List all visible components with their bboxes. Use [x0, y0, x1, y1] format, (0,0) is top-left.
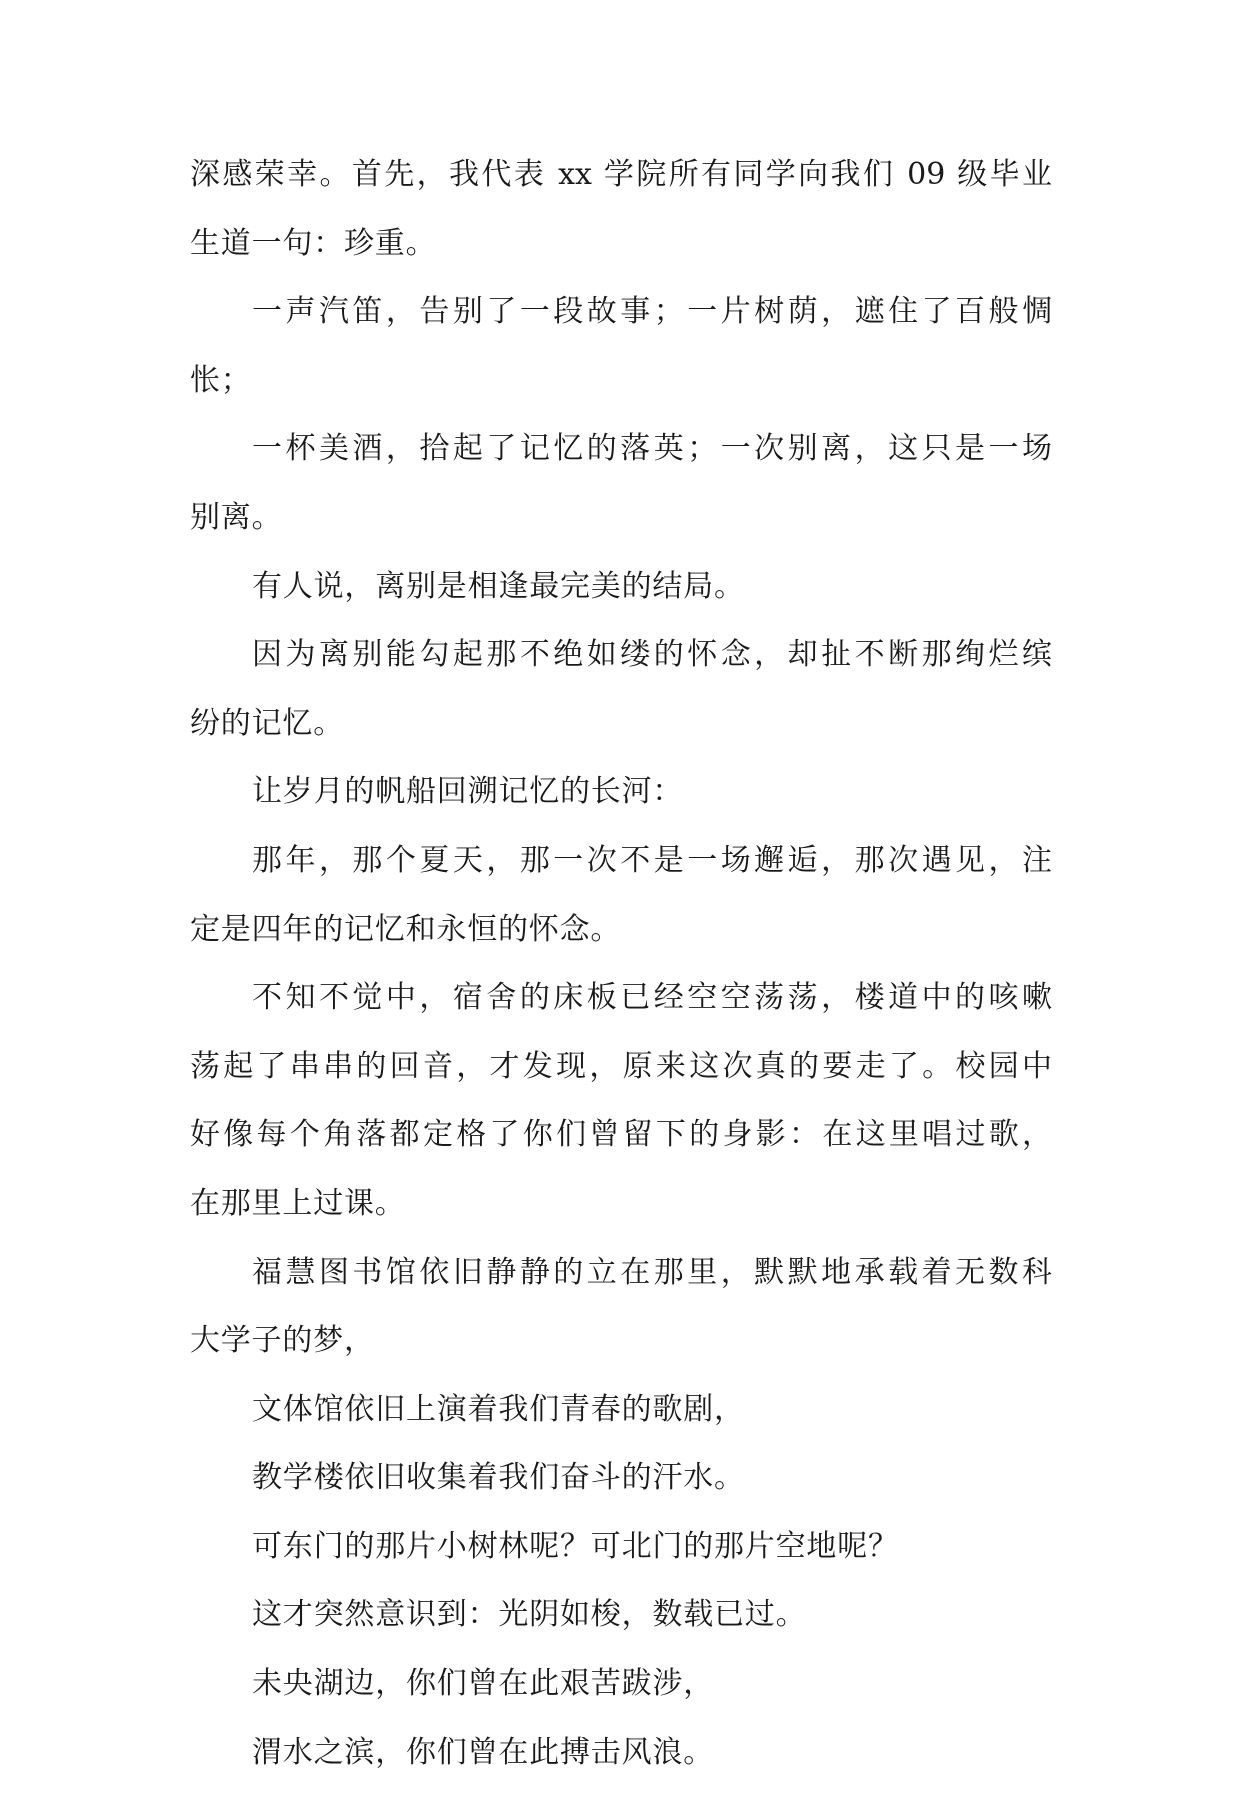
- text-line: 荡起了串串的回音，才发现，原来这次真的要走了。校园中: [190, 1048, 1052, 1084]
- paragraph-first-line: 那年，那个夏天，那一次不是一场邂逅，那次遇见，注: [252, 842, 1052, 878]
- text-line: 在那里上过课。: [190, 1185, 406, 1221]
- paragraph-first-line: 文体馆依旧上演着我们青春的歌剧，: [252, 1391, 745, 1427]
- paragraph-first-line: 因为离别能勾起那不绝如缕的怀念，却扯不断那绚烂缤: [252, 637, 1052, 673]
- paragraph-first-line: 一声汽笛，告别了一段故事；一片树荫，遮住了百般惆: [252, 294, 1052, 330]
- paragraph-first-line: 教学楼依旧收集着我们奋斗的汗水。: [252, 1460, 745, 1496]
- paragraph-first-line: 一杯美酒，拾起了记忆的落英；一次别离，这只是一场: [252, 431, 1052, 467]
- paragraph-first-line: 未央湖边，你们曾在此艰苦跋涉，: [252, 1666, 714, 1702]
- text-line: 定是四年的记忆和永恒的怀念。: [190, 911, 622, 947]
- paragraph-first-line: 有人说，离别是相逢最完美的结局。: [252, 568, 745, 604]
- text-line: 生道一句：珍重。: [190, 225, 437, 261]
- text-line: 纷的记忆。: [190, 705, 344, 741]
- text-line: 好像每个角落都定格了你们曾留下的身影：在这里唱过歌，: [190, 1117, 1052, 1153]
- paragraph-first-line: 可东门的那片小树林呢？可北门的那片空地呢？: [252, 1528, 899, 1564]
- paragraph-first-line: 福慧图书馆依旧静静的立在那里，默默地承载着无数科: [252, 1254, 1052, 1290]
- paragraph-first-line: 这才突然意识到：光阴如梭，数载已过。: [252, 1597, 807, 1633]
- text-line: 大学子的梦，: [190, 1323, 375, 1359]
- document-body: [190, 157, 1070, 1806]
- text-line: 怅；: [190, 362, 252, 398]
- paragraph-first-line: 让岁月的帆船回溯记忆的长河：: [252, 774, 684, 810]
- text-line: 深感荣幸。首先，我代表 xx 学院所有同学向我们 09 级毕业: [190, 157, 1052, 192]
- paragraph-first-line: 不知不觉中，宿舍的床板已经空空荡荡，楼道中的咳嗽: [252, 980, 1052, 1016]
- paragraph-first-line: 渭水之滨，你们曾在此搏击风浪。: [252, 1734, 714, 1770]
- text-line: 别离。: [190, 499, 283, 535]
